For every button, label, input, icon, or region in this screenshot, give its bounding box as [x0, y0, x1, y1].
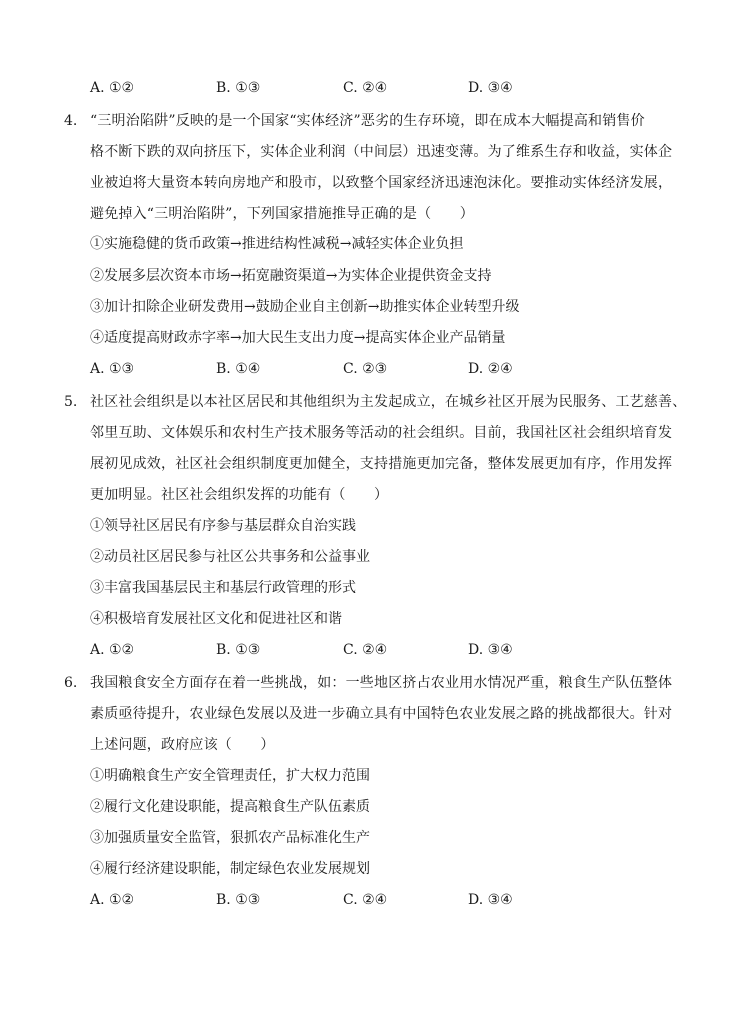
question-4-statement: ③加计扣除企业研发费用→鼓励企业自主创新→助推实体企业转型升级 — [90, 299, 520, 315]
question-6-stem-line: 我国粮食安全方面存在着一些挑战，如：一些地区挤占农业用水情况严重，粮食生产队伍整体 — [90, 675, 673, 691]
option-b[interactable]: B. ①④ — [216, 361, 261, 377]
question-5-statement: ④积极培育发展社区文化和促进社区和谐 — [90, 611, 342, 627]
option-b[interactable]: B. ①③ — [216, 80, 261, 96]
option-b[interactable]: B. ①③ — [216, 892, 261, 908]
question-5-stem-line: 社区社会组织是以本社区居民和其他组织为主发起成立，在城乡社区开展为民服务、工艺慈善、 — [90, 394, 687, 410]
question-6-statement: ③加强质量安全监管，狠抓农产品标准化生产 — [90, 830, 370, 846]
question-5-stem-line: 更加明显。社区社会组织发挥的功能有（ ） — [90, 487, 389, 503]
question-5-stem-line: 展初见成效，社区社会组织制度更加健全，支持措施更加完备，整体发展更加有序，作用发挥 — [90, 456, 673, 472]
question-4-stem-line: “三明治陷阱”反映的是一个国家“实体经济”恶劣的生存环境，即在成本大幅提高和销售价 — [90, 113, 645, 129]
question-4-statement: ④适度提高财政赤字率→加大民生支出力度→提高实体企业产品销量 — [90, 330, 506, 346]
option-c[interactable]: C. ②④ — [343, 642, 388, 658]
question-5-number: 5. — [64, 394, 78, 410]
option-a[interactable]: A. ①② — [90, 892, 135, 908]
option-a[interactable]: A. ①③ — [90, 361, 135, 377]
option-d[interactable]: D. ③④ — [468, 642, 513, 658]
question-4-stem-line: 业被迫将大量资本转向房地产和股市，以致整个国家经济迅速泡沫化。要推动实体经济发展， — [90, 175, 673, 191]
question-6-statement: ②履行文化建设职能，提高粮食生产队伍素质 — [90, 799, 370, 815]
option-d[interactable]: D. ②④ — [468, 361, 513, 377]
question-5-options — [90, 639, 650, 661]
question-6-statement: ①明确粮食生产安全管理责任，扩大权力范围 — [90, 768, 370, 784]
prev-question-options — [90, 77, 650, 99]
question-6-stem-line: 素质亟待提升，农业绿色发展以及进一步确立具有中国特色农业发展之路的挑战都很大。针对 — [90, 706, 673, 722]
option-d[interactable]: D. ③④ — [468, 80, 513, 96]
question-4-options — [90, 358, 650, 380]
question-6-stem-line: 上述问题，政府应该（ ） — [90, 737, 275, 753]
question-6-statement: ④履行经济建设职能，制定绿色农业发展规划 — [90, 861, 370, 877]
option-c[interactable]: C. ②④ — [343, 892, 388, 908]
question-4-number: 4. — [64, 113, 78, 129]
question-5-statement: ②动员社区居民参与社区公共事务和公益事业 — [90, 549, 370, 565]
question-4-statement: ②发展多层次资本市场→拓宽融资渠道→为实体企业提供资金支持 — [90, 268, 492, 284]
question-6-number: 6. — [64, 675, 78, 691]
option-a[interactable]: A. ①② — [90, 642, 135, 658]
question-6-options — [90, 889, 650, 911]
question-4-stem-line: 格不断下跌的双向挤压下，实体企业利润（中间层）迅速变薄。为了维系生存和收益，实体企 — [90, 144, 673, 160]
question-5-statement: ①领导社区居民有序参与基层群众自治实践 — [90, 518, 356, 534]
question-4-statement: ①实施稳健的货币政策→推进结构性减税→减轻实体企业负担 — [90, 236, 464, 252]
option-b[interactable]: B. ①③ — [216, 642, 261, 658]
option-c[interactable]: C. ②④ — [343, 80, 388, 96]
option-c[interactable]: C. ②③ — [343, 361, 388, 377]
question-4-stem-line: 避免掉入“三明治陷阱”，下列国家措施推导正确的是（ ） — [90, 206, 474, 222]
option-d[interactable]: D. ③④ — [468, 892, 513, 908]
question-5-statement: ③丰富我国基层民主和基层行政管理的形式 — [90, 580, 356, 596]
question-5-stem-line: 邻里互助、文体娱乐和农村生产技术服务等活动的社会组织。目前，我国社区社会组织培育发 — [90, 425, 673, 441]
option-a[interactable]: A. ①② — [90, 80, 135, 96]
